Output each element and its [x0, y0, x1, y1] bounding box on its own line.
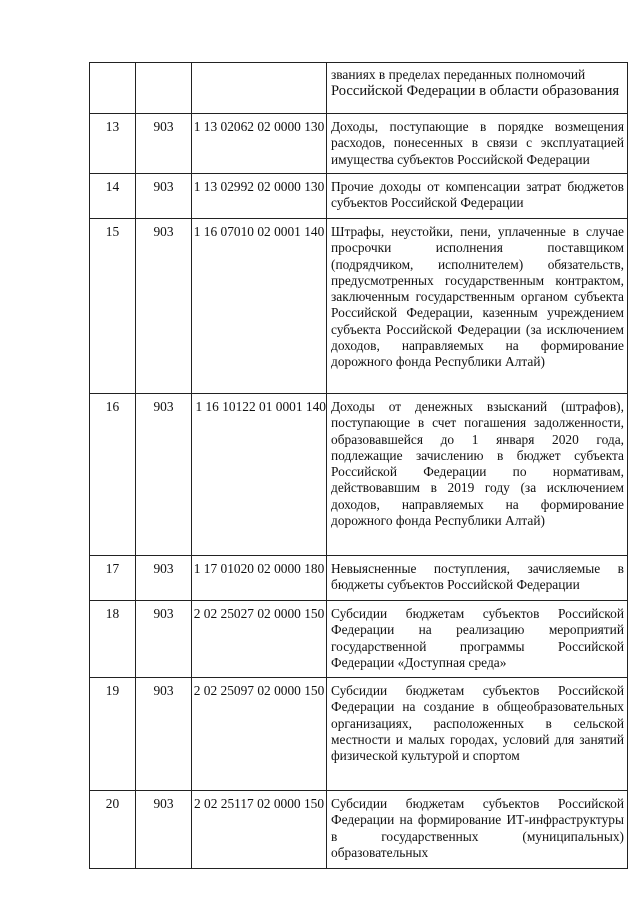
- table-row: [90, 791, 628, 869]
- admin-code-cell: 903: [136, 601, 192, 678]
- budget-code-cell: 1 13 02992 02 0000 130: [192, 174, 327, 219]
- row-number-cell: 15: [90, 219, 136, 394]
- row-number-cell: 13: [90, 114, 136, 174]
- description-line: званиях в пределах переданных полномочий: [331, 67, 586, 82]
- admin-code-cell: 903: [136, 556, 192, 601]
- table-row: [90, 114, 628, 174]
- description-line: Российской Федерации в области образования: [331, 83, 620, 100]
- revenue-table: [89, 62, 628, 869]
- budget-code-cell: 2 02 25097 02 0000 150: [192, 678, 327, 791]
- admin-code-cell: 903: [136, 174, 192, 219]
- budget-code-cell: 1 13 02062 02 0000 130: [192, 114, 327, 174]
- description-cell: Невыясненные поступления, зачисляемые в бюджеты субъектов Российской Федерации: [327, 556, 628, 601]
- row-number-cell: 14: [90, 174, 136, 219]
- admin-code-cell: 903: [136, 678, 192, 791]
- budget-code-cell: 1 17 01020 02 0000 180: [192, 556, 327, 601]
- row-number-cell: 17: [90, 556, 136, 601]
- row-number-cell: 16: [90, 394, 136, 556]
- table-row: [90, 219, 628, 394]
- table-row: [90, 601, 628, 678]
- description-cell: Субсидии бюджетам субъектов Российской Федерации на реализацию мероприятий государственной программы Российской Федерации «Доступная среда»: [327, 601, 628, 678]
- admin-code-cell: 903: [136, 114, 192, 174]
- description-cell: Доходы от денежных взысканий (штрафов), поступающие в счет погашения задолженности, образовавшейся до 1 января 2020 года, подлежащие зачислению в бюджет субъекта Российской Федерации по нормативам, действовавшим в 2019 году (за исключением доходов, направляемых на формирование дорожного фонда Республики Алтай): [327, 394, 628, 556]
- row-number-cell: 20: [90, 791, 136, 869]
- admin-code-cell: 903: [136, 219, 192, 394]
- row-number-cell: [90, 63, 136, 114]
- description-cell: Субсидии бюджетам субъектов Российской Федерации на формирование ИТ-инфраструктуры в государственных (муниципальных) образовательных: [327, 791, 628, 869]
- table-row: [90, 394, 628, 556]
- table-row: [90, 678, 628, 791]
- table-row: [90, 556, 628, 601]
- description-cell: Штрафы, неустойки, пени, уплаченные в случае просрочки исполнения поставщиком (подрядчиком, исполнителем) обязательств, предусмотренных государственным контрактом, заключенным государственным органом субъекта Российской Федерации, казенным учреждением субъекта Российской Федерации (за исключением доходов, направляемых на формирование дорожного фонда Республики Алтай): [327, 219, 628, 394]
- description-cell: Доходы, поступающие в порядке возмещения расходов, понесенных в связи с эксплуатацией имущества субъектов Российской Федерации: [327, 114, 628, 174]
- budget-code-cell: [192, 63, 327, 114]
- admin-code-cell: 903: [136, 394, 192, 556]
- row-number-cell: 19: [90, 678, 136, 791]
- description-cell: [327, 63, 628, 114]
- budget-code-cell: 1 16 07010 02 0001 140: [192, 219, 327, 394]
- description-cell: Субсидии бюджетам субъектов Российской Федерации на создание в общеобразовательных организациях, расположенных в сельской местности и малых городах, условий для занятий физической культурой и спортом: [327, 678, 628, 791]
- budget-code-cell: 2 02 25117 02 0000 150: [192, 791, 327, 869]
- budget-code-cell: 2 02 25027 02 0000 150: [192, 601, 327, 678]
- table-row: [90, 63, 628, 114]
- budget-code-cell: 1 16 10122 01 0001 140: [192, 394, 327, 556]
- admin-code-cell: [136, 63, 192, 114]
- admin-code-cell: 903: [136, 791, 192, 869]
- row-number-cell: 18: [90, 601, 136, 678]
- table-row: [90, 174, 628, 219]
- description-cell: Прочие доходы от компенсации затрат бюджетов субъектов Российской Федерации: [327, 174, 628, 219]
